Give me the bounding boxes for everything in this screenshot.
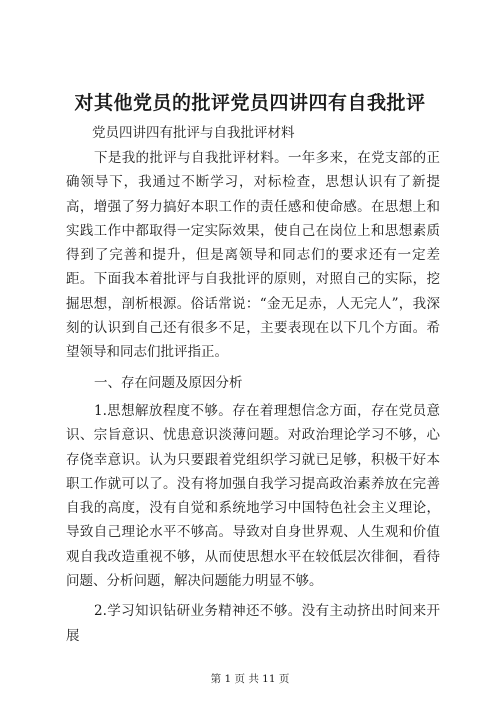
section-heading: 一、存在问题及原因分析 (94, 374, 243, 391)
paragraph-intro: 下是我的批评与自我批评材料。一年多来，在党支部的正确领导下，我通过不断学习，对标检查，思想认识有了新提高，增强了努力搞好本职工作的责任感和使命感。在思想上和实践工作中都取得一定实际效果，使自己在岗位上和思想素质得到了完善和提升，但是离领导和同志们的要求还有一定差距。下面我本着批评与自我批评的原则，对照自己的实际，挖掘思想，剖析根源。俗话常说：“金无足赤，人无完人”，我深刻的认识到自己还有很多不足，主要表现在以下几个方面。希望领导和同志们批评指正。 (66, 150, 440, 361)
document-title: 对其他党员的批评党员四讲四有自我批评 (74, 92, 426, 114)
paragraph-point-2: 2.学习知识钻研业务精神还不够。没有主动挤出时间来开展 (66, 603, 440, 644)
paragraph-point-1: 1.思想解放程度不够。存在着理想信念方面，存在党员意识、宗旨意识、忧患意识淡薄问题。对政治理论学习不够，心存侥幸意识。认为只要跟着党组织学习就已足够，积极干好本职工作就可以了。没有将加强自我学习提高政治素养放在完善自我的高度，没有自觉和系统地学习中国特色社会主义理论，导致自己理论水平不够高。导致对自身世界观、人生观和价值观自我改造重视不够，从而使思想水平在较低层次徘徊，看待问题、分析问题，解决问题能力明显不够。 (66, 402, 440, 590)
document-body (66, 146, 440, 654)
document-subtitle: 党员四讲四有批评与自我批评材料 (92, 125, 295, 141)
page-footer: 第 1 页 共 11 页 (210, 673, 290, 685)
